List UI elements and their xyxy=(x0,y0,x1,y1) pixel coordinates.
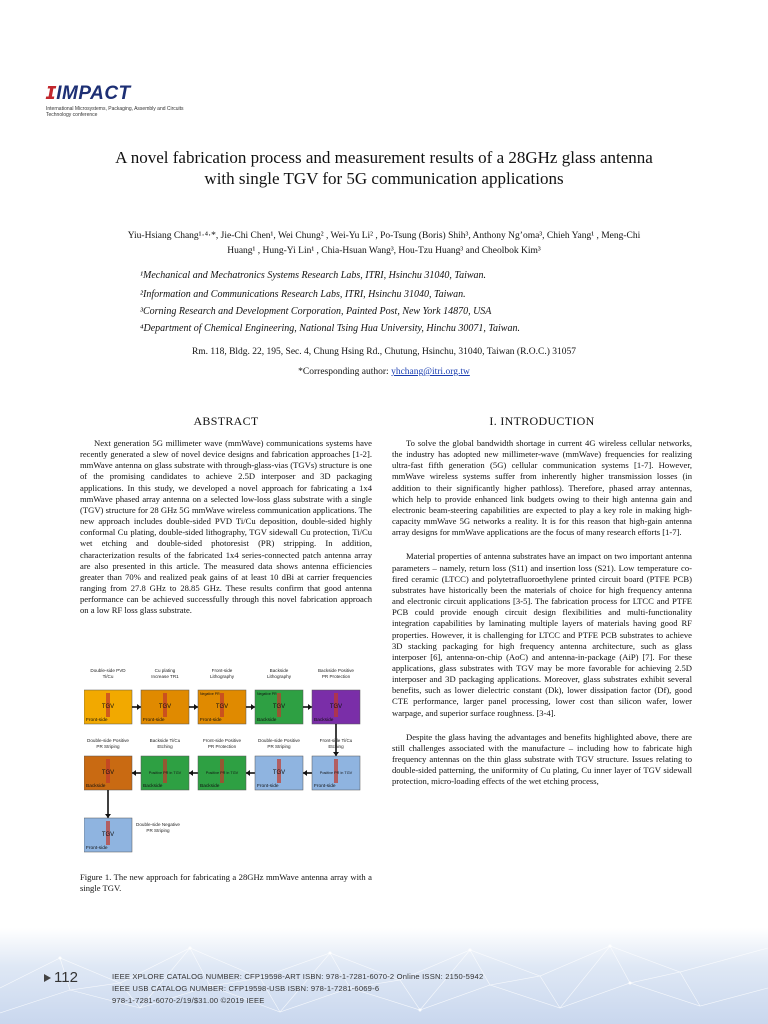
step-label: Backside xyxy=(269,668,289,673)
step-label: Front-side Positive xyxy=(202,738,242,743)
step-label: PR Protection xyxy=(321,674,351,679)
page-arrow-icon xyxy=(44,974,51,982)
arrow-head-icon xyxy=(246,770,250,776)
tgv-label: TGV xyxy=(101,770,115,776)
step-label: Double-side Positive xyxy=(87,738,129,743)
logo-subtitle: International Microsystems, Packaging, Assembly and Circuits Technology conference xyxy=(46,106,184,118)
tgv-label: TGV xyxy=(272,770,286,776)
corresponding-author xyxy=(130,367,638,377)
authors-line-1: Yiu-Hsiang Chang¹·⁴·*, Jie-Chi Chen¹, Wei Chung² , Wei-Yu Li² , Po-Tsung (Boris) Shih³, Anthony Ng’oma³, Chieh Yang¹ , Meng-Chi xyxy=(127,231,641,241)
arrow-head-icon xyxy=(194,704,198,710)
side-label: Front-side xyxy=(86,846,108,851)
side-label: Front-side xyxy=(143,718,165,723)
authors-line-2: Huang¹ , Hung-Yi Lin¹ , Chia-Hsuan Wang³, Hou-Tzu Huang³ and Cheolbok Kim³ xyxy=(227,246,541,256)
step-label: Double-side PVD xyxy=(90,668,126,673)
inner-label: Negative PR xyxy=(257,692,277,696)
side-label: Backside xyxy=(314,718,334,723)
step-label: Cu plating xyxy=(154,668,176,673)
step-label: PR Striping xyxy=(96,744,120,749)
tgv-label: Positive PR in TGV xyxy=(205,771,239,775)
affiliation-2: ²Information and Communications Research Labs, ITRI, Hsinchu 31040, Taiwan. xyxy=(140,289,466,300)
title-line-1: A novel fabrication process and measurement results of a 28GHz glass antenna xyxy=(115,148,653,167)
step-label: Ti/Cu xyxy=(102,674,114,679)
side-label: Front-side xyxy=(257,784,279,789)
step-label: Front-side xyxy=(211,668,233,673)
side-label: Front-side xyxy=(314,784,336,789)
footer-line-3: 978-1-7281-6070-2/19/$31.00 ©2019 IEEE xyxy=(112,996,265,1005)
side-label: Backside xyxy=(200,784,220,789)
email-link[interactable]: yhchang@itri.org.tw xyxy=(391,367,470,377)
step-label: Lithography xyxy=(266,674,292,679)
introduction-body xyxy=(392,438,692,801)
tgv-label: TGV xyxy=(158,704,172,710)
arrow-head-icon xyxy=(251,704,255,710)
abstract-text: Next generation 5G millimeter wave (mmWave) communications systems have recently generated a slew of novel device designs and fabrication approaches [1-2]. mmWave antenna on glass substrate with through-glass-vias (TGVs) structure is one of the promising candidates to achieve 2.5D interposer and 3D packaging applications. In this study, we developed a novel approach for fabricating a 1x4 mmWave phased array antenna on a selected low-loss glass substrate with a single (TGV) structure for 28 GHz 5G mmWave wireless communication applications. The new approach includes double-sided PVD Ti/Cu deposition, double-sided highly conformal Cu plating, double-sided lithography, TGV sidewall Cu protection, Ti/Cu wet etching and double-sided photoresist (PR) stripping. In addition, characterization results of the fabricated 1x4 series-connected patch antenna array are also presented in this article. The measured data shows antenna efficiencies greater than 70% and realized peak gains of at least 10 dBi at carrier frequencies ranging from 27.8 GHz to 28.85 GHz. These results confirm that good antenna performance can be achieved successfully through this novel fabrication approach on a low RF loss glass substrate. xyxy=(80,438,372,616)
step-label: PR Striping xyxy=(146,828,170,833)
tgv-label: Positive PR in TGV xyxy=(148,771,182,775)
arrow-head-icon xyxy=(132,770,136,776)
tgv-label: TGV xyxy=(101,704,115,710)
introduction-heading: I. INTRODUCTION xyxy=(489,414,595,428)
step-label: Backside Positive xyxy=(317,668,355,673)
affiliation-3: ³Corning Research and Development Corporation, Painted Post, New York 14870, USA xyxy=(140,306,492,317)
process-flow-diagram xyxy=(84,668,372,868)
side-label: Backside xyxy=(257,718,277,723)
corresponding-label: *Corresponding author: xyxy=(298,367,392,377)
inner-label: Negative PR xyxy=(200,692,220,696)
step-label: Double-side Positive xyxy=(258,738,300,743)
step-label: Lithography xyxy=(209,674,235,679)
side-label: Backside xyxy=(143,784,163,789)
arrow-head-icon xyxy=(333,752,339,756)
footer-line-1: IEEE XPLORE CATALOG NUMBER: CFP19598-ART ISBN: 978-1-7281-6070-2 Online ISSN: 2150-5942 xyxy=(112,972,484,981)
address: Rm. 118, Bldg. 22, 195, Sec. 4, Chung Hsing Rd., Chutung, Hsinchu, 31040, Taiwan (R.O.C.) 31057 xyxy=(191,347,577,357)
author-list xyxy=(70,229,698,259)
step-label: Front-side Ti/Cu xyxy=(319,738,353,743)
step-label: Increase TR1 xyxy=(151,674,179,679)
tgv-label: Positive PR in TGV xyxy=(319,771,353,775)
paper-title xyxy=(60,147,708,189)
tgv-label: TGV xyxy=(329,704,343,710)
affiliation-4: ⁴Department of Chemical Engineering, National Tsing Hua University, Hinchu 30071, Taiwan. xyxy=(140,323,520,334)
side-label: Front-side xyxy=(200,718,222,723)
side-label: Backside xyxy=(86,784,106,789)
abstract-body xyxy=(80,438,372,630)
intro-paragraph-3: Despite the glass having the advantages and benefits highlighted above, there are still challenges associated with the manufacture – including how to fabricate high frequency antennas on the thin glass substrate with TGV structure. Issues relating to double-sided patterning, the uniformity of Cu plating, Cu inner layer of TGV sidewall protection, micro-loading effects of the wet etching process, xyxy=(392,731,692,787)
intro-paragraph-1: To solve the global bandwidth shortage in current 4G wireless cellular networks, the industry has adopted new millimeter-wave (mmWave) frequencies for realizing ultra-fast fifth generation (5G) cellular communication systems [1-7]. However, mmWave wireless systems suffer from inherently higher transmission losses (in addition to their significantly higher pathloss). Therefore, phased array antennas, which help to provide enhanced link budgets owing to their high antenna gain and electronic beam-steering capabilities are expected to play a key role in making high-capacity mmWave 5G networks a reality. It is for this reason that high-gain antenna array designs for mmWave applications are the focus of many research efforts [1-7]. xyxy=(392,438,692,538)
tgv-label: TGV xyxy=(272,704,286,710)
step-label: Etching xyxy=(157,744,173,749)
title-line-2: with single TGV for 5G communication applications xyxy=(204,169,564,188)
affiliation-1: ¹Mechanical and Mechatronics Systems Research Labs, ITRI, Hsinchu 31040, Taiwan. xyxy=(140,270,487,281)
step-label: PR Striping xyxy=(267,744,291,749)
step-label: PR Protection xyxy=(207,744,237,749)
step-label: Backside Ti/Cu xyxy=(149,738,181,743)
arrow-head-icon xyxy=(308,704,312,710)
page-number: 112 xyxy=(54,969,78,986)
side-label: Front-side xyxy=(86,718,108,723)
impact-logo xyxy=(46,78,186,124)
tgv-label: TGV xyxy=(215,704,229,710)
step-label: Double-side Negative xyxy=(136,822,180,827)
arrow-head-icon xyxy=(189,770,193,776)
footer-line-2: IEEE USB CATALOG NUMBER: CFP19598-USB ISBN: 978-1-7281-6069-6 xyxy=(112,984,380,993)
abstract-heading: ABSTRACT xyxy=(193,414,259,428)
logo-wordmark: ɪIMPACT xyxy=(46,78,131,105)
arrow-head-icon xyxy=(105,814,111,818)
intro-paragraph-2: Material properties of antenna substrates have an impact on two important antenna parameters – namely, return loss (S11) and insertion loss (S21). Low temperature co-fired ceramic (LTCC) and polytetrafluoroethylene printed circuit board (PTFE PCB) substrates have historically been the materials of choice for high frequency antenna and electronic circuit applications [3-5]. The fabrication process for LTCC and PTFE PCB could provide enough circuit design flexibilities and multi-functionality integration capabilities by laminating multiple layers of materials having good RF properties. However, it is challenging for LTCC and PTFE PCB substrates to achieve 3D stacking packaging for high frequency antenna architecture, such as glass interposer [6], antenna-on-chip (AoC) and antenna-in-package (AiP) [7]. For these applications, glass substrates with TGV may be more favorable for achieving 2.5D interposer and 3D packaging applications. Moreover, glass substrates exhibit several benefits, such as lower dielectric constant (Dk), lower dissipation factor (Df), good CTE performance, larger panel processing, lower cost than silicon wafer, lower warpage, and superior surface roughness. [3-4]. xyxy=(392,551,692,718)
tgv-label: TGV xyxy=(101,832,115,838)
figure-1 xyxy=(84,668,372,868)
arrow-head-icon xyxy=(137,704,141,710)
figure-caption: Figure 1. The new approach for fabricating a 28GHz mmWave antenna array with a single TGV. xyxy=(80,872,372,893)
step-label: Etching xyxy=(328,744,344,749)
arrow-head-icon xyxy=(303,770,307,776)
